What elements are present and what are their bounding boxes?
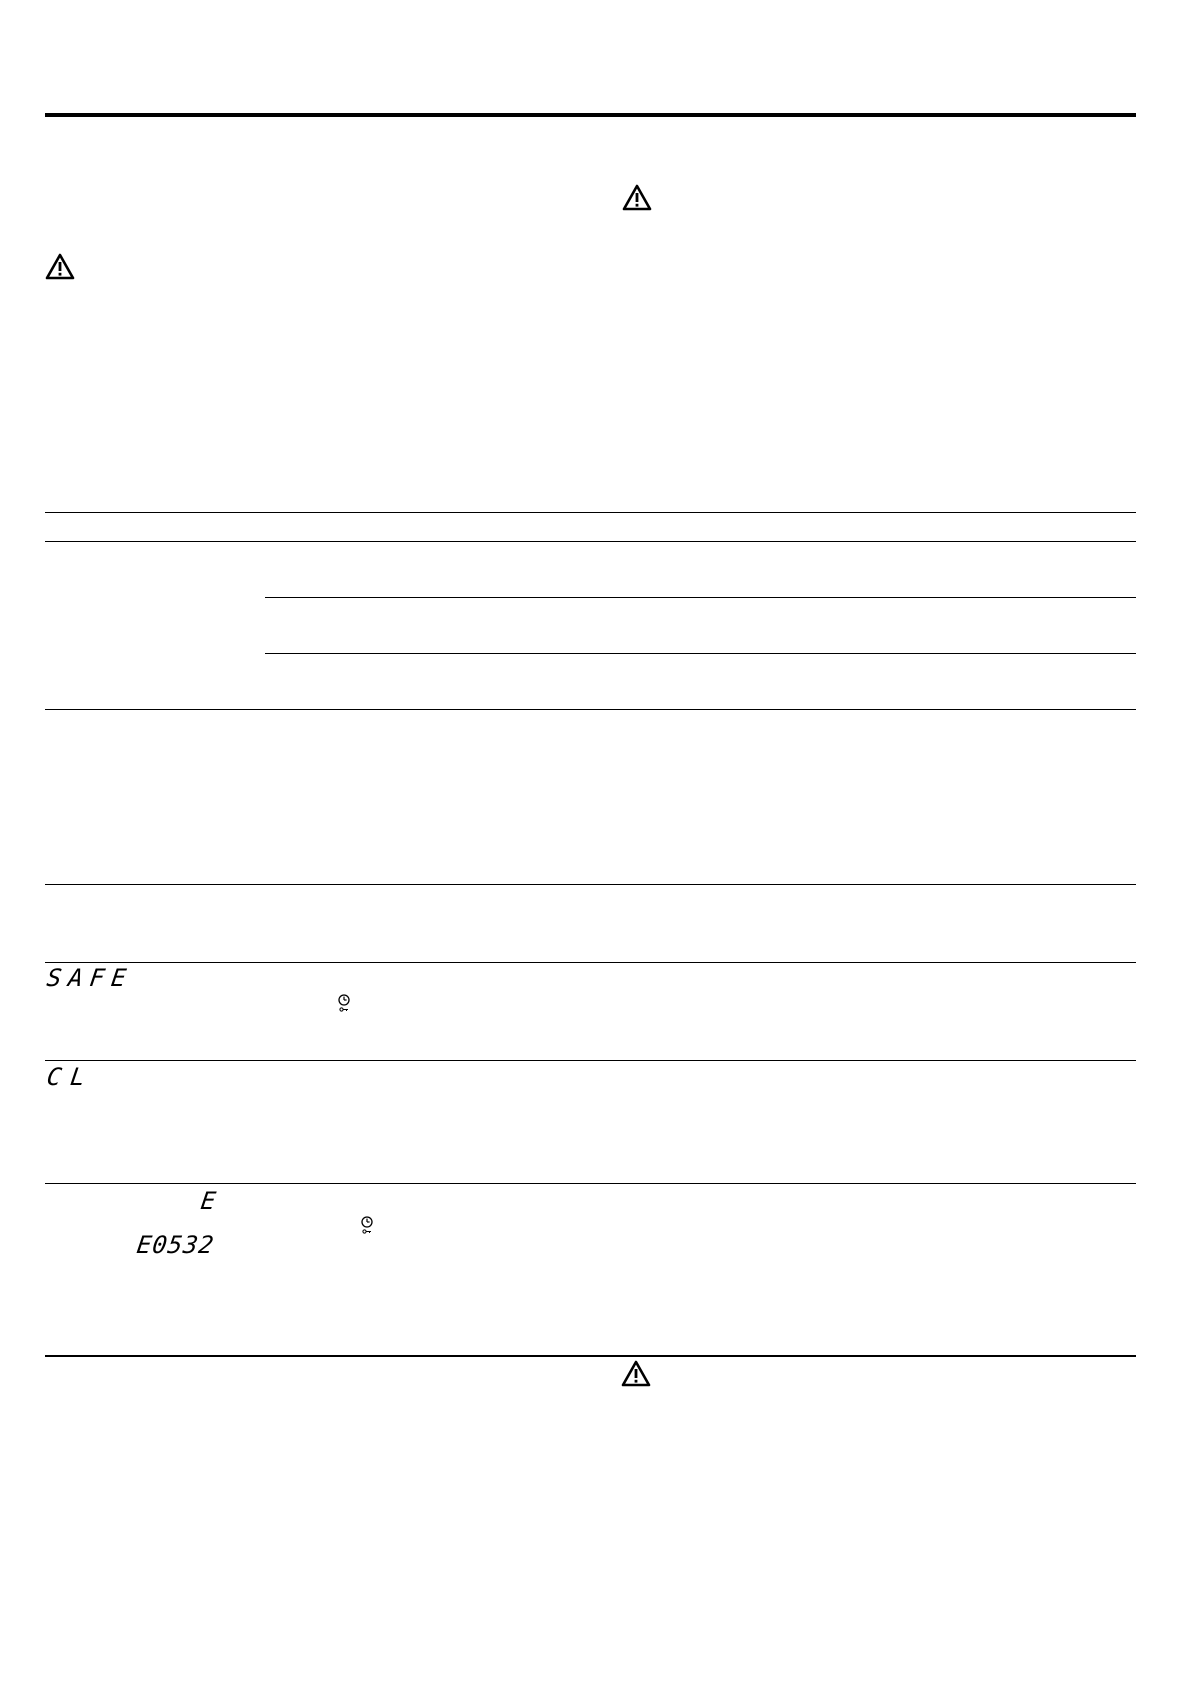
table-subrow-rule <box>265 653 1136 654</box>
display-code-e: E <box>199 1187 225 1215</box>
warning-triangle-icon <box>622 184 652 211</box>
table-row-rule <box>45 1183 1136 1184</box>
table-subrow-rule <box>265 597 1136 598</box>
table-bottom-rule <box>45 1355 1136 1357</box>
timer-key-icon <box>360 1215 374 1235</box>
table-top-rule <box>45 512 1136 513</box>
display-code-cl: CL <box>45 1063 96 1091</box>
table-row-rule <box>45 709 1136 710</box>
table-row-rule <box>45 962 1136 963</box>
display-code-safe: SAFE <box>45 964 135 992</box>
header-rule <box>45 113 1136 117</box>
table-row-rule <box>45 1060 1136 1061</box>
table-header-rule <box>45 541 1136 542</box>
timer-key-icon <box>337 993 351 1013</box>
warning-triangle-icon <box>45 253 75 280</box>
display-code-error: E0532 <box>135 1231 217 1259</box>
table-row-rule <box>45 884 1136 885</box>
warning-triangle-icon <box>621 1360 651 1387</box>
